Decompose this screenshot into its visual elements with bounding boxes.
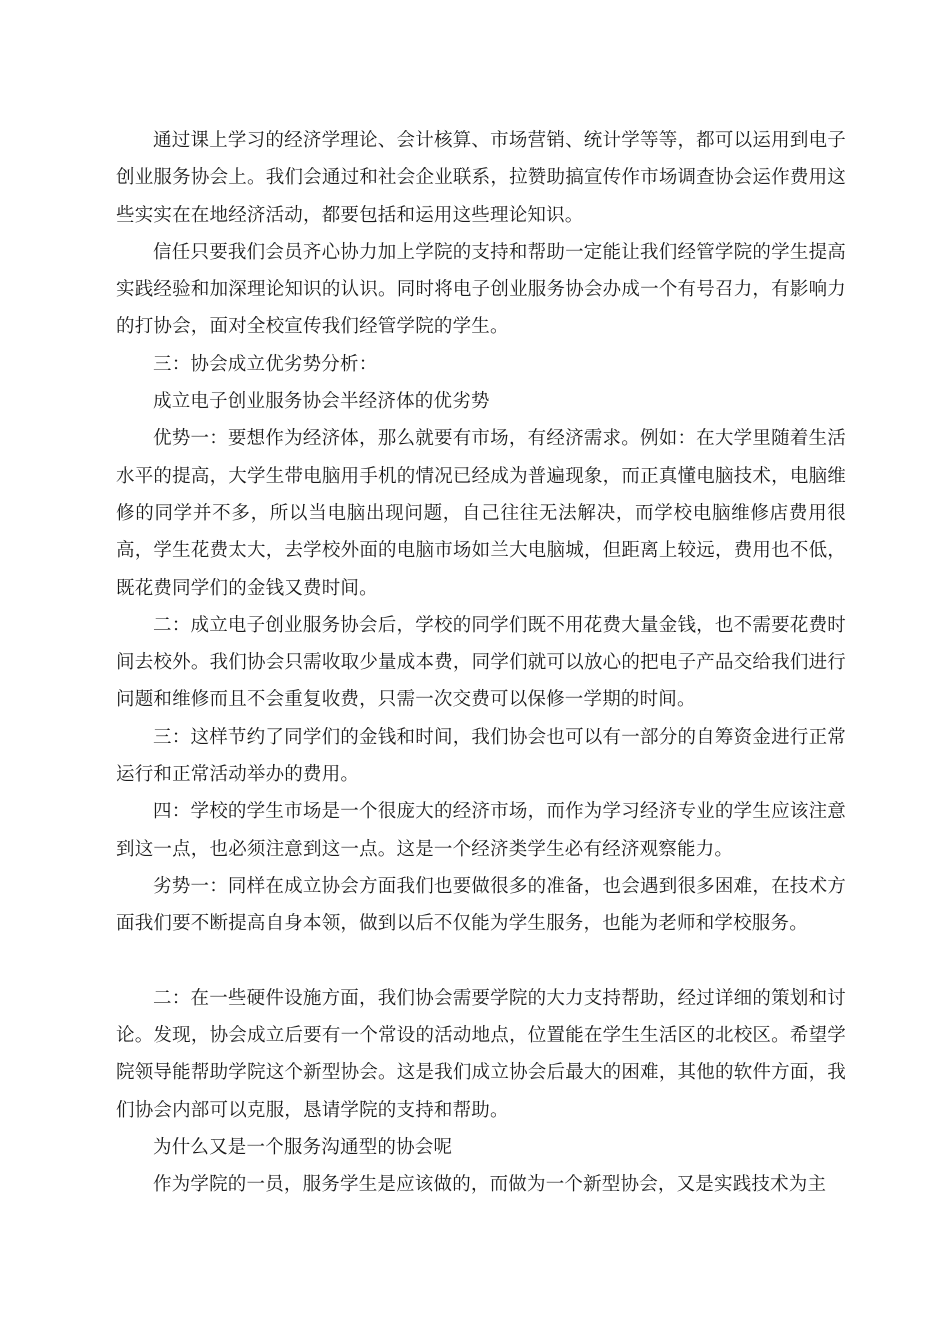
paragraph-confidence: 信任只要我们会员齐心协力加上学院的支持和帮助一定能让我们经管学院的学生提高实践经验和加深理论知识的认识。同时将电子创业服务协会办成一个有号召力，有影响力的打协会，面对全校宣传我们经管学院的学生。 (116, 241, 846, 338)
paragraph-theory-application: 通过课上学习的经济学理论、会计核算、市场营销、统计学等等，都可以运用到电子创业服务协会上。我们会通过和社会企业联系，拉赞助搞宣传作市场调查协会运作费用这些实实在在地经济活动，都要包括和运用这些理论知识。 (116, 130, 846, 226)
subheading-pros-cons: 成立电子创业服务协会半经济体的优劣势 (153, 391, 490, 413)
paragraph-advantage-3: 三：这样节约了同学们的金钱和时间，我们协会也可以有一部分的自筹资金进行正常运行和正常活动举办的费用。 (116, 726, 846, 786)
paragraph-disadvantage-1: 劣势一：同样在成立协会方面我们也要做很多的准备，也会遇到很多困难，在技术方面我们要不断提高自身本领，做到以后不仅能为学生服务，也能为老师和学校服务。 (116, 875, 846, 935)
section-heading-swot: 三：协会成立优劣势分析： (153, 353, 378, 375)
paragraph-service-intro: 作为学院的一员，服务学生是应该做的，而做为一个新型协会，又是实践技术为主 (153, 1174, 827, 1196)
document-page (116, 122, 846, 1204)
blank-line (116, 943, 846, 980)
paragraph-disadvantage-2: 二：在一些硬件设施方面，我们协会需要学院的大力支持帮助，经过详细的策划和讨论。发现，协会成立后要有一个常设的活动地点，位置能在学生生活区的北校区。希望学院领导能帮助学院这个新型协会。这是我们成立协会后最大的困难，其他的软件方面，我们协会内部可以克服，恳请学院的支持和帮助。 (116, 987, 846, 1121)
subheading-service-type: 为什么又是一个服务沟通型的协会呢 (153, 1137, 453, 1159)
paragraph-advantage-1: 优势一：要想作为经济体，那么就要有市场，有经济需求。例如：在大学里随着生活水平的提高，大学生带电脑用手机的情况已经成为普遍现象，而正真懂电脑技术，电脑维修的同学并不多，所以当电脑出现问题，自己往往无法解决，而学校电脑维修店费用很高，学生花费太大，去学校外面的电脑市场如兰大电脑城，但距离上较远，费用也不低，既花费同学们的金钱又费时间。 (116, 428, 846, 599)
paragraph-advantage-2: 二：成立电子创业服务协会后，学校的同学们既不用花费大量金钱，也不需要花费时间去校外。我们协会只需收取少量成本费，同学们就可以放心的把电子产品交给我们进行问题和维修而且不会重复收费，只需一次交费可以保修一学期的时间。 (116, 614, 846, 711)
paragraph-advantage-4: 四：学校的学生市场是一个很庞大的经济市场，而作为学习经济专业的学生应该注意到这一点，也必须注意到这一点。这是一个经济类学生必有经济观察能力。 (116, 801, 846, 860)
